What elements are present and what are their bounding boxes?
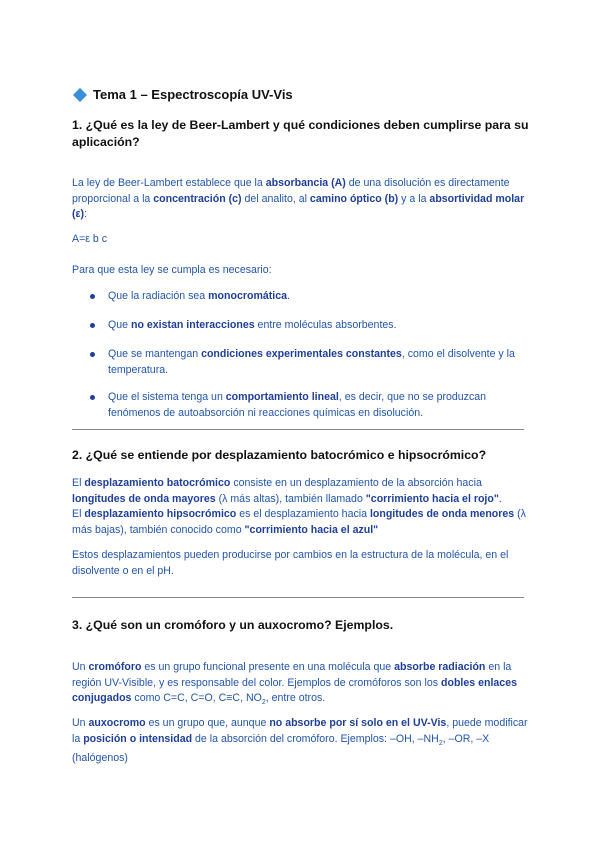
list-item: Que no existan interacciones entre moléculas absorbentes. xyxy=(92,318,532,334)
bullet-dot-icon xyxy=(90,352,95,357)
beer-lambert-formula: A=ε b c xyxy=(72,233,108,245)
list-item: Que la radiación sea monocromática. xyxy=(92,289,532,305)
shift-causes: Estos desplazamientos pueden producirse por cambios en la estructura de la molécula, en el disolvente o en el pH. xyxy=(72,549,509,577)
auxochrome-definition: Un auxocromo es un grupo que, aunque no absorbe por sí solo en el UV-Vis, puede modificar la posición o intensidad de la absorción del cromóforo. Ejemplos: –OH, $-NH_2$, –OR, –X (halógenos) xyxy=(72,717,528,765)
bullet-dot-icon xyxy=(90,294,95,299)
blue-diamond-icon xyxy=(73,87,87,101)
bullet-dot-icon xyxy=(90,323,95,328)
section-divider xyxy=(72,429,524,430)
chromophore-definition: Un cromóforo es un grupo funcional presente en una molécula que absorbe radiación en la región UV-Visible, y es responsable del color. Ejemplos de cromóforos son los dobles enlaces conjugados como C=C, C=O, C≡C, $NO_2$, entre otros. xyxy=(72,661,517,707)
bullet-dot-icon xyxy=(90,395,95,400)
list-item: Que el sistema tenga un comportamiento lineal, es decir, que no se produzcan fenómenos de autoabsorción ni reacciones químicas en disolución. xyxy=(92,390,532,421)
question-1-heading: 1. ¿Qué es la ley de Beer-Lambert y qué condiciones deben cumplirse para su aplicación? xyxy=(72,118,529,149)
question-2-heading: 2. ¿Qué se entiende por desplazamiento batocrómico e hipsocrómico? xyxy=(72,448,487,462)
section-divider xyxy=(72,597,524,598)
conditions-intro: Para que esta ley se cumpla es necesario: xyxy=(72,264,272,276)
list-item: Que se mantengan condiciones experimentales constantes, como el disolvente y la temperatura. xyxy=(92,347,532,378)
beer-lambert-definition: La ley de Beer-Lambert establece que la absorbancia (A) de una disolución es directamente proporcional a la concentración (c) del analito, al camino óptico (b) y a la absortividad molar (ε): xyxy=(72,177,525,220)
document-title: Tema 1 – Espectroscopía UV-Vis xyxy=(72,87,293,102)
batochromic-definition: El desplazamiento batocrómico consiste en un desplazamiento de la absorción hacia longitudes de onda mayores (λ más altas), también llamado "corrimiento hacia el rojo". El desplazamiento hipsocrómico es el desplazamiento hacia longitudes de onda menores (λ más bajas), también conocido como "corrimiento hacia el azul" xyxy=(72,477,526,536)
question-3-heading: 3. ¿Qué son un cromóforo y un auxocromo? Ejemplos. xyxy=(72,618,394,632)
